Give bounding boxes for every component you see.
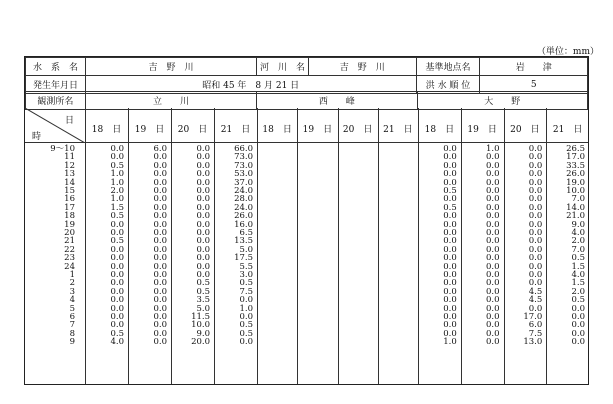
rain-cell: 7.5 <box>528 328 543 339</box>
rain-cell: 0.0 <box>153 303 167 314</box>
hour-label: 24 <box>64 261 75 272</box>
rain-cell: 0.0 <box>485 236 500 247</box>
hour-label: 21 <box>64 236 75 247</box>
rain-cell: 0.0 <box>485 286 500 297</box>
rain-cell: 0.0 <box>196 202 210 213</box>
station-row <box>26 92 588 110</box>
rain-cell: 0.0 <box>528 169 543 180</box>
rain-cell: 0.5 <box>196 278 210 289</box>
rain-cell: 0.0 <box>485 177 500 188</box>
rain-cell: 0.0 <box>196 211 210 222</box>
rain-cell: 0.0 <box>110 152 124 163</box>
rain-cell: 0.0 <box>485 328 500 339</box>
rain-cell: 0.0 <box>485 228 500 238</box>
rain-cell: 9.0 <box>571 219 585 230</box>
rain-cell: 0.0 <box>196 169 210 180</box>
rain-cell: 1.0 <box>110 169 124 180</box>
day-header-s2-d1: 18 日 <box>262 125 292 135</box>
hour-column-divider <box>85 108 86 384</box>
rain-cell: 0.0 <box>443 278 457 289</box>
hour-label: 20 <box>64 228 75 238</box>
rain-cell: 0.0 <box>485 160 500 171</box>
rain-cell: 0.0 <box>528 244 543 255</box>
rain-cell: 14.0 <box>566 202 585 213</box>
water-system-label: 水 系 名 <box>26 58 86 76</box>
day-column-divider <box>546 108 547 384</box>
rain-cell: 0.0 <box>196 261 210 272</box>
day-column-divider <box>214 108 215 384</box>
rain-cell: 3.0 <box>239 270 253 280</box>
rain-cell: 0.0 <box>485 278 500 289</box>
rain-cell: 0.0 <box>196 236 210 247</box>
rain-cell: 0.0 <box>571 320 585 331</box>
rain-cell: 0.0 <box>196 177 210 188</box>
rain-cell: 0.0 <box>110 253 124 264</box>
rain-cell: 0.0 <box>153 160 167 171</box>
rain-cell: 17.0 <box>523 312 543 322</box>
rain-cell: 10.0 <box>191 320 210 331</box>
rain-cell: 11.5 <box>191 312 210 322</box>
rain-cell: 0.0 <box>528 253 543 264</box>
rain-cell: 0.0 <box>196 160 210 171</box>
river-name-label: 河 川 名 <box>257 58 309 76</box>
day-header-s3-d3: 20 日 <box>510 125 540 135</box>
rain-cell: 0.0 <box>153 328 167 339</box>
rain-cell: 0.0 <box>443 228 457 238</box>
rain-cell: 0.0 <box>485 244 500 255</box>
rain-cell: 0.0 <box>196 152 210 163</box>
rain-cell: 2.0 <box>571 286 585 297</box>
rain-cell: 0.0 <box>528 278 543 289</box>
hour-label: 15 <box>64 186 75 196</box>
rain-cell: 0.0 <box>485 186 500 196</box>
rain-cell: 0.0 <box>443 211 457 222</box>
rain-cell: 0.0 <box>196 270 210 280</box>
rain-cell: 2.0 <box>110 186 124 196</box>
rain-cell: 0.0 <box>485 337 500 348</box>
day-column-divider <box>171 108 172 384</box>
rain-cell: 0.0 <box>153 295 167 306</box>
rain-cell: 0.0 <box>485 261 500 272</box>
rain-cell: 0.0 <box>153 219 167 230</box>
day-column-divider <box>338 108 339 384</box>
rain-cell: 13.0 <box>523 337 543 348</box>
rain-cell: 0.0 <box>443 144 457 154</box>
rain-cell: 0.0 <box>153 244 167 255</box>
date-label: 発生年月日 <box>26 76 86 94</box>
rain-cell: 4.5 <box>528 295 543 306</box>
rain-cell: 0.0 <box>110 144 124 154</box>
rain-cell: 16.0 <box>234 219 253 230</box>
day-header-s1-d3: 20 日 <box>177 125 208 135</box>
day-header-s2-d3: 20 日 <box>342 125 373 135</box>
rain-cell: 4.0 <box>571 228 585 238</box>
hour-label: 11 <box>64 152 75 163</box>
rain-cell: 0.5 <box>571 295 585 306</box>
rain-cell: 33.5 <box>566 160 585 171</box>
rain-cell: 0.0 <box>571 312 585 322</box>
station-column-divider <box>418 108 419 384</box>
rain-cell: 0.0 <box>110 244 124 255</box>
station-column-divider <box>257 108 258 384</box>
rain-cell: 0.0 <box>528 270 543 280</box>
rain-cell: 9.0 <box>196 328 210 339</box>
day-header-s2-d2: 19 日 <box>302 125 333 135</box>
rain-cell: 0.0 <box>153 152 167 163</box>
rain-cell: 0.0 <box>485 202 500 213</box>
rain-cell: 26.0 <box>234 211 253 222</box>
day-header-s2-d4: 21 日 <box>383 125 413 135</box>
rain-cell: 0.0 <box>528 228 543 238</box>
rain-cell: 6.0 <box>528 320 543 331</box>
hour-label: 19 <box>64 219 75 230</box>
station-name-3: 大 野 <box>417 92 587 110</box>
station-name-1: 立 川 <box>85 92 256 110</box>
rain-cell: 1.0 <box>110 194 124 205</box>
rain-cell: 0.0 <box>239 312 253 322</box>
rain-cell: 0.0 <box>110 278 124 289</box>
rain-cell: 17.0 <box>566 152 585 163</box>
rain-cell: 5.0 <box>196 303 210 314</box>
rain-cell: 73.0 <box>234 160 253 171</box>
hour-label: 16 <box>64 194 75 205</box>
rain-cell: 0.0 <box>443 261 457 272</box>
rain-cell: 0.0 <box>153 236 167 247</box>
rain-cell: 4.0 <box>110 337 124 348</box>
corner-day-label: 日 <box>65 116 75 126</box>
rain-cell: 1.5 <box>571 278 585 289</box>
rain-cell: 0.0 <box>153 202 167 213</box>
rain-cell: 0.5 <box>443 202 457 213</box>
rain-cell: 1.0 <box>110 177 124 188</box>
rain-cell: 20.0 <box>191 337 210 348</box>
rain-cell: 0.0 <box>485 312 500 322</box>
rain-cell: 0.0 <box>528 261 543 272</box>
rain-cell: 0.0 <box>196 253 210 264</box>
hour-label: 13 <box>64 169 75 180</box>
rain-cell: 0.0 <box>196 228 210 238</box>
rain-cell: 1.0 <box>443 337 457 348</box>
rain-cell: 0.0 <box>485 270 500 280</box>
day-column-divider <box>461 108 462 384</box>
rain-cell: 10.0 <box>566 186 585 196</box>
rain-cell: 0.5 <box>196 286 210 297</box>
rain-cell: 0.0 <box>196 244 210 255</box>
rain-cell: 0.0 <box>443 253 457 264</box>
rain-cell: 0.0 <box>528 236 543 247</box>
rain-cell: 7.5 <box>239 286 253 297</box>
day-column-divider <box>297 108 298 384</box>
station-label: 観測所名 <box>26 92 86 110</box>
rain-cell: 0.0 <box>485 211 500 222</box>
rain-cell: 0.5 <box>110 328 124 339</box>
corner-hour-label: 時 <box>32 132 42 142</box>
rain-cell: 0.0 <box>153 278 167 289</box>
rain-cell: 6.0 <box>153 144 167 154</box>
rain-cell: 0.0 <box>528 202 543 213</box>
rain-cell: 0.0 <box>443 177 457 188</box>
rain-cell: 5.5 <box>239 261 253 272</box>
hour-label: 14 <box>64 177 75 188</box>
rain-cell: 0.0 <box>571 328 585 339</box>
day-column-divider <box>128 108 129 384</box>
rain-cell: 0.0 <box>153 177 167 188</box>
rain-cell: 0.0 <box>110 219 124 230</box>
base-point-value: 岩 津 <box>480 58 588 76</box>
rain-cell: 0.0 <box>110 286 124 297</box>
rain-cell: 0.0 <box>443 219 457 230</box>
rain-cell: 0.0 <box>153 337 167 348</box>
day-header-s3-d2: 19 日 <box>467 125 497 135</box>
rainfall-table <box>24 56 589 385</box>
rain-cell: 0.0 <box>239 295 253 306</box>
hour-label: 7 <box>69 320 75 331</box>
hour-label: 6 <box>69 312 75 322</box>
rain-cell: 0.0 <box>528 211 543 222</box>
date-value: 昭和 45 年 8 月 21 日 <box>85 76 416 94</box>
rain-cell: 0.0 <box>528 219 543 230</box>
rain-cell: 0.0 <box>443 160 457 171</box>
rain-cell: 5.0 <box>239 244 253 255</box>
rain-cell: 1.5 <box>110 202 124 213</box>
rain-cell: 0.0 <box>443 312 457 322</box>
river-name-value: 吉 野 川 <box>308 58 416 76</box>
unit-note: （単位：mm） <box>536 47 599 57</box>
rain-cell: 0.0 <box>485 152 500 163</box>
day-column-divider <box>378 108 379 384</box>
rain-cell: 0.0 <box>153 320 167 331</box>
rain-cell: 0.0 <box>196 219 210 230</box>
rain-cell: 0.0 <box>528 160 543 171</box>
rain-cell: 0.0 <box>528 303 543 314</box>
rain-cell: 0.0 <box>196 186 210 196</box>
hour-label: 9～10 <box>50 144 75 154</box>
day-header-s1-d4: 21 日 <box>220 125 251 135</box>
hour-label: 2 <box>69 278 75 289</box>
rain-cell: 0.0 <box>443 320 457 331</box>
rain-cell: 0.0 <box>485 295 500 306</box>
rain-cell: 0.0 <box>443 194 457 205</box>
rain-cell: 17.5 <box>234 253 253 264</box>
rain-cell: 0.0 <box>110 303 124 314</box>
station-name-2: 西 峰 <box>257 92 417 110</box>
rain-cell: 28.0 <box>234 194 253 205</box>
rain-cell: 0.0 <box>153 312 167 322</box>
rain-cell: 1.0 <box>239 303 253 314</box>
day-header-s3-d4: 21 日 <box>552 125 583 135</box>
rain-cell: 0.0 <box>196 194 210 205</box>
rain-cell: 0.0 <box>443 328 457 339</box>
rain-cell: 0.5 <box>239 320 253 331</box>
rain-cell: 0.0 <box>571 303 585 314</box>
rain-cell: 0.0 <box>528 152 543 163</box>
flood-rank-label: 洪 水 順 位 <box>416 76 480 94</box>
rain-cell: 0.5 <box>110 236 124 247</box>
rain-cell: 0.0 <box>110 320 124 331</box>
hour-label: 1 <box>69 270 75 280</box>
rain-cell: 0.0 <box>153 211 167 222</box>
rain-cell: 0.0 <box>528 144 543 154</box>
hour-label: 18 <box>64 211 75 222</box>
rain-cell: 1.0 <box>485 144 500 154</box>
rain-cell: 0.0 <box>485 320 500 331</box>
hour-label: 12 <box>64 160 75 171</box>
hour-label: 5 <box>69 303 75 314</box>
rain-cell: 4.5 <box>528 286 543 297</box>
rain-cell: 0.0 <box>528 177 543 188</box>
rain-cell: 3.5 <box>196 295 210 306</box>
day-header-s1-d2: 19 日 <box>134 125 165 135</box>
rain-cell: 1.5 <box>571 261 585 272</box>
rain-cell: 13.5 <box>234 236 253 247</box>
rain-cell: 26.5 <box>566 144 585 154</box>
rain-cell: 0.0 <box>485 303 500 314</box>
water-system-value: 吉 野 川 <box>85 58 256 76</box>
rain-cell: 0.0 <box>153 261 167 272</box>
rain-cell: 0.0 <box>443 303 457 314</box>
day-header-s1-d1: 18 日 <box>91 125 122 135</box>
rain-cell: 0.0 <box>110 295 124 306</box>
rain-cell: 0.0 <box>443 244 457 255</box>
rain-cell: 0.5 <box>443 186 457 196</box>
rain-cell: 0.0 <box>443 236 457 247</box>
rain-cell: 0.0 <box>153 169 167 180</box>
rain-cell: 0.0 <box>528 186 543 196</box>
hour-label: 4 <box>69 295 75 306</box>
rain-cell: 73.0 <box>234 152 253 163</box>
rain-cell: 0.0 <box>485 169 500 180</box>
rain-cell: 4.0 <box>571 270 585 280</box>
base-point-label: 基準地点名 <box>416 58 480 76</box>
rain-cell: 0.5 <box>110 160 124 171</box>
rain-cell: 26.0 <box>566 169 585 180</box>
rain-cell: 0.5 <box>239 328 253 339</box>
header-table <box>25 57 588 94</box>
rain-cell: 0.0 <box>153 186 167 196</box>
rain-cell: 0.0 <box>239 337 253 348</box>
day-header-s3-d1: 18 日 <box>424 125 455 135</box>
rain-cell: 7.0 <box>571 244 585 255</box>
rain-cell: 0.5 <box>571 253 585 264</box>
rain-cell: 19.0 <box>566 177 585 188</box>
rain-cell: 24.0 <box>234 202 253 213</box>
rain-cell: 0.0 <box>443 169 457 180</box>
hour-label: 9 <box>69 337 75 348</box>
rain-cell: 0.0 <box>153 194 167 205</box>
rain-cell: 0.0 <box>571 337 585 348</box>
rain-cell: 7.0 <box>571 194 585 205</box>
hour-label: 22 <box>64 244 75 255</box>
rain-cell: 0.0 <box>443 286 457 297</box>
hour-label: 8 <box>69 328 75 339</box>
rain-cell: 0.0 <box>443 270 457 280</box>
rain-cell: 6.5 <box>239 228 253 238</box>
rain-cell: 0.0 <box>196 144 210 154</box>
rain-cell: 0.0 <box>110 270 124 280</box>
rain-cell: 0.0 <box>110 312 124 322</box>
flood-rank-value: 5 <box>480 76 588 94</box>
rain-cell: 66.0 <box>234 144 253 154</box>
rain-cell: 0.5 <box>110 211 124 222</box>
rain-cell: 0.0 <box>443 152 457 163</box>
rain-cell: 0.0 <box>153 286 167 297</box>
rain-cell: 0.0 <box>485 219 500 230</box>
rain-cell: 0.0 <box>485 253 500 264</box>
day-column-divider <box>504 108 505 384</box>
rain-cell: 0.5 <box>239 278 253 289</box>
rain-cell: 0.0 <box>110 228 124 238</box>
header-row-1 <box>26 58 588 76</box>
rain-cell: 0.0 <box>153 253 167 264</box>
hour-label: 3 <box>69 286 75 297</box>
rain-cell: 0.0 <box>153 270 167 280</box>
rain-cell: 2.0 <box>571 236 585 247</box>
rain-cell: 24.0 <box>234 186 253 196</box>
rain-cell: 0.0 <box>485 194 500 205</box>
hour-label: 23 <box>64 253 75 264</box>
rain-cell: 0.0 <box>153 228 167 238</box>
rain-cell: 0.0 <box>110 261 124 272</box>
hour-label: 17 <box>64 202 75 213</box>
rain-cell: 21.0 <box>566 211 585 222</box>
rain-cell: 0.0 <box>443 295 457 306</box>
rain-cell: 37.0 <box>234 177 253 188</box>
rain-cell: 0.0 <box>528 194 543 205</box>
rain-cell: 53.0 <box>234 169 253 180</box>
